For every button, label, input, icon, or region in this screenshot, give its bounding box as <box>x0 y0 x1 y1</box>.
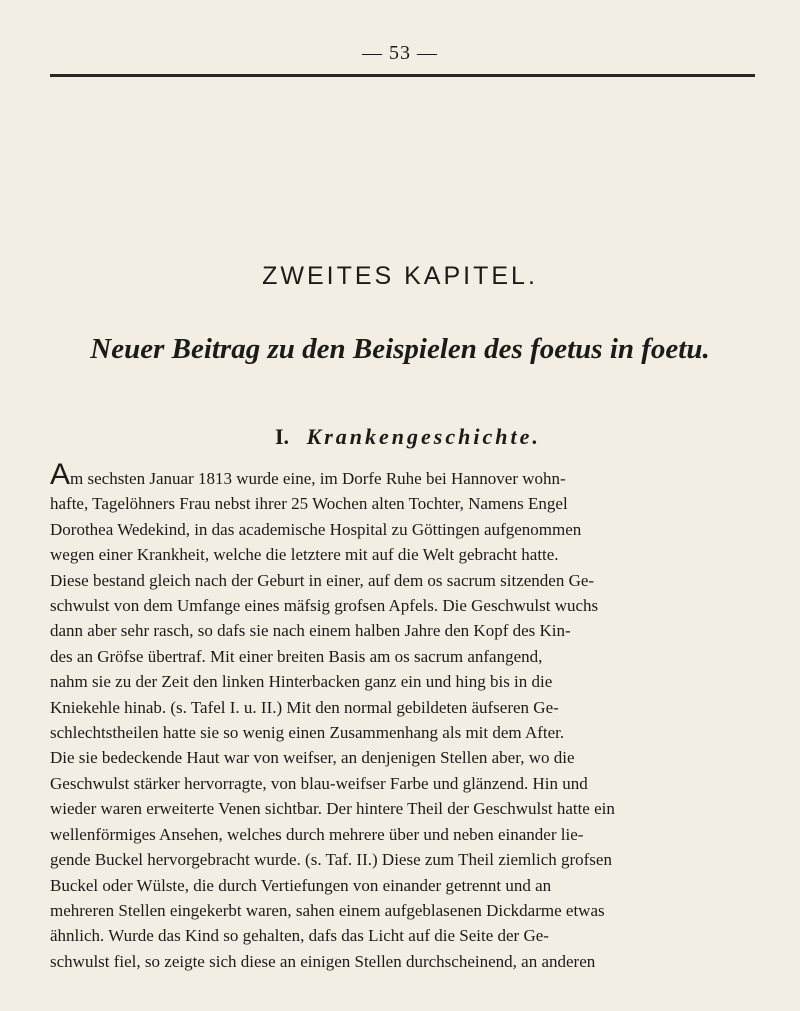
text-line-content: schwulst von dem Umfange eines mäfsig grofsen Apfels. Die Geschwulst wuchs <box>50 596 599 616</box>
text-line <box>50 542 760 567</box>
section-title: Krankengeschichte. <box>306 424 541 449</box>
text-line <box>50 796 760 821</box>
body-text <box>50 462 760 974</box>
text-line <box>50 847 760 872</box>
section-heading <box>275 424 541 450</box>
text-line <box>50 923 760 948</box>
text-line-content: dann aber sehr rasch, so dafs sie nach einem halben Jahre den Kopf des Kin- <box>50 621 571 641</box>
text-line <box>50 771 760 796</box>
text-line <box>50 695 760 720</box>
text-line-content: des an Gröfse übertraf. Mit einer breiten Basis am os sacrum anfangend, <box>50 646 543 666</box>
text-line-content: Die sie bedeckende Haut war von weifser, an denjenigen Stellen aber, wo die <box>50 748 575 768</box>
text-line-content: Kniekehle hinab. (s. Tafel I. u. II.) Mit den normal gebildeten äufseren Ge- <box>50 697 559 717</box>
text-line-content: Buckel oder Wülste, die durch Vertiefungen von einander getrennt und an <box>50 875 552 895</box>
text-line-content: nahm sie zu der Zeit den linken Hinterbacken ganz ein und hing bis in die <box>50 672 553 692</box>
text-line <box>50 593 760 618</box>
text-line-content: schwulst fiel, so zeigte sich diese an einigen Stellen durchscheinend, an anderen <box>50 951 596 971</box>
header-rule <box>50 74 755 77</box>
drop-cap: A <box>50 462 71 491</box>
text-line-content: ähnlich. Wurde das Kind so gehalten, dafs das Licht auf die Seite der Ge- <box>50 926 549 946</box>
text-line <box>50 720 760 745</box>
text-line-content: schlechtstheilen hatte sie so wenig einen Zusammenhang als mit dem After. <box>50 723 565 743</box>
text-line <box>50 745 760 770</box>
text-line <box>50 462 760 491</box>
text-line-content: Diese bestand gleich nach der Geburt in einer, auf dem os sacrum sitzenden Ge- <box>50 570 595 590</box>
text-line-content: wellenförmiges Ansehen, welches durch mehrere über und neben einander lie- <box>50 824 584 844</box>
text-line <box>50 822 760 847</box>
text-line-content: wegen einer Krankheit, welche die letztere mit auf die Welt gebracht hatte. <box>50 545 559 565</box>
text-line <box>50 644 760 669</box>
text-line <box>50 618 760 643</box>
text-line-content: Dorothea Wedekind, in das academische Hospital zu Göttingen aufgenommen <box>50 519 582 539</box>
page-number: — 53 — <box>362 42 438 64</box>
text-line <box>50 669 760 694</box>
text-line <box>50 491 760 516</box>
text-line-content: wieder waren erweiterte Venen sichtbar. Der hintere Theil der Geschwulst hatte ein <box>50 799 615 819</box>
text-line-content: hafte, Tagelöhners Frau nebst ihrer 25 Wochen alten Tochter, Namens Engel <box>50 494 568 514</box>
chapter-heading: ZWEITES KAPITEL. <box>262 262 538 290</box>
text-line <box>50 568 760 593</box>
text-line-content: m sechsten Januar 1813 wurde eine, im Dorfe Ruhe bei Hannover wohn- <box>70 469 566 488</box>
section-number: I. <box>275 424 290 449</box>
chapter-subtitle: Neuer Beitrag zu den Beispielen des foetus in foetu. <box>90 333 710 365</box>
text-line <box>50 898 760 923</box>
text-line-content: gende Buckel hervorgebracht wurde. (s. Taf. II.) Diese zum Theil ziemlich grofsen <box>50 850 612 870</box>
text-line <box>50 949 760 974</box>
text-line <box>50 517 760 542</box>
text-line-content: mehreren Stellen eingekerbt waren, sahen einem aufgeblasenen Dickdarme etwas <box>50 900 605 920</box>
text-line <box>50 873 760 898</box>
text-line-content: Geschwulst stärker hervorragte, von blau-weifser Farbe und glänzend. Hin und <box>50 773 588 793</box>
